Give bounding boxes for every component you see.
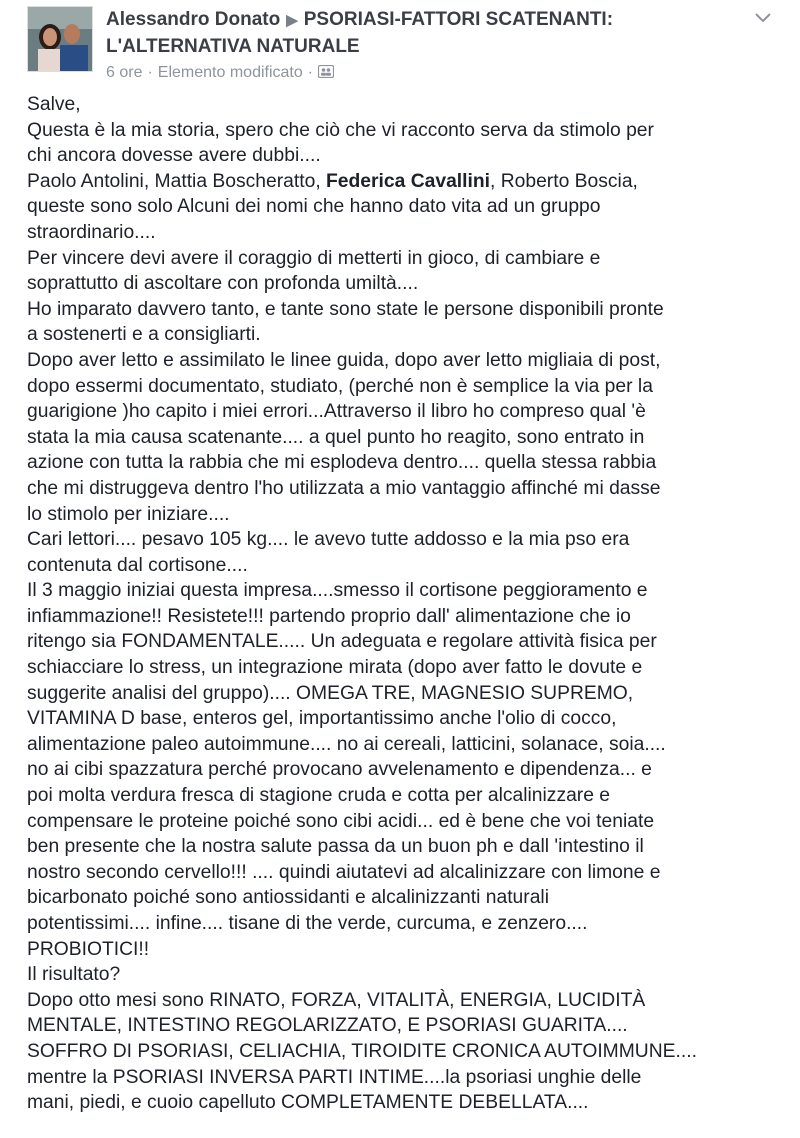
group-name-continued[interactable]: L'ALTERNATIVA NATURALE [106,36,360,57]
post-text-line: PROBIOTICI!! [27,938,150,960]
post-text-line: SOFFRO DI PSORIASI, CELIACHIA, TIROIDITE CRONICA AUTOIMMUNE.... [27,1040,697,1062]
post-text-line: guarigione )ho capito i miei errori...Attraverso il libro ho compreso qual 'è [27,401,646,423]
post-text-line: alimentazione paleo autoimmune.... no ai cereali, latticini, solanace, soia.... [27,733,666,755]
separator: · [147,64,153,81]
post-text-line: suggerite analisi del gruppo).... OMEGA TRE, MAGNESIO SUPREMO, [27,682,634,704]
post-text-line: infiammazione!! Resistete!!! partendo proprio dall' alimentazione che io [27,605,631,627]
post-text-line: Salve, [27,94,81,115]
post-text-line: azione con tutta la rabbia che mi esplodeva dentro.... quella stessa rabbia [27,452,657,474]
post-text-line: MENTALE, INTESTINO REGOLARIZZATO, E PSORIASI GUARITA.... [27,1015,628,1037]
post-text-line: poi molta verdura fresca di stagione cruda e cotta per alcalinizzare e [27,785,611,807]
names-before: Paolo Antolini, Mattia Boscheratto, [27,170,327,192]
arrow-right-icon: ▶ [286,12,298,29]
post-text-line: che mi distruggeva dentro l'ho utilizzata a mio vantaggio affinché mi dasse [27,477,661,499]
post-text-line: Il 3 maggio iniziai questa impresa....smesso il cortisone peggioramento e [27,580,648,602]
post-text-line: ben presente che la nostra salute passa da un buon ph e dall 'intestino il [27,836,644,858]
post-text-line: potentissimi.... infine.... tisane di the verde, curcuma, e zenzero.... [27,913,588,934]
chevron-down-icon[interactable] [752,10,774,26]
post-text-line: Il risultato? [27,964,121,986]
post-body [27,92,795,1116]
post-meta [106,62,334,84]
post-text-line: Ho imparato davvero tanto, e tante sono state le persone disponibili pronte [27,298,664,320]
post-text-line: VITAMINA D base, enteros gel, importantissimo anche l'olio di cocco, [27,708,617,730]
post-text-line: bicarbonato poiché sono antiossidanti e alcalinizzanti naturali [27,887,549,909]
post-text-line: Dopo otto mesi sono RINATO, FORZA, VITALITÀ, ENERGIA, LUCIDITÀ [27,989,646,1011]
post-text-line [27,169,795,195]
post-text-line: Cari lettori.... pesavo 105 kg.... le avevo tutte addosso e la mia pso era [27,529,630,551]
post-text-line: nostro secondo cervello!!! .... quindi aiutatevi ad alcalinizzare con limone e [27,861,661,883]
post-text-line: dopo essermi documentato, studiato, (perché non è semplice la via per la [27,375,653,397]
avatar[interactable] [27,6,93,72]
author-name[interactable]: Alessandro Donato [106,9,281,30]
post-text-line: lo stimolo per iniziare.... [27,503,230,525]
post-text-line: straordinario.... [27,221,156,243]
edited-label[interactable]: Elemento modificato [157,64,303,81]
post-text-line: contenuta dal cortisone.... [27,554,248,576]
post-text-line: queste sono solo Alcuni dei nomi che hanno dato vita ad un gruppo [27,196,601,218]
post-text-line: no ai cibi spazzatura perché provocano avvelenamento e dipendenza... e [27,759,652,781]
post-text-line: mentre la PSORIASI INVERSA PARTI INTIME....la psoriasi unghie delle [27,1066,642,1088]
group-audience-icon [318,63,334,76]
post-text-line: mani, piedi, e cuoio capelluto COMPLETAMENTE DEBELLATA.... [27,1092,589,1114]
post-text-line: stata la mia causa scatenante.... a quel punto ho reagito, sono entrato in [27,426,645,448]
post-header [0,0,800,90]
post-text-line: Per vincere devi avere il coraggio di metterti in gioco, di cambiare e [27,247,601,269]
group-name[interactable]: PSORIASI-FATTORI SCATENANTI: [303,9,614,30]
post-title [106,7,746,60]
post-text-line: ritengo sia FONDAMENTALE..... Un adeguata e regolare attività fisica per [27,631,657,653]
post-text-line: Dopo aver letto e assimilato le linee guida, dopo aver letto migliaia di post, [27,349,661,371]
post-text-line: schiacciare lo stress, un integrazione mirata (dopo aver fatto le dovute e [27,657,643,679]
tagged-name[interactable]: Federica Cavallini [326,170,490,192]
separator: · [307,64,314,81]
post-text-line: compensare le proteine poiché sono cibi acidi... ed è bene che voi teniate [27,810,655,832]
post-text-line: Questa è la mia storia, spero che ciò che vi racconto serva da stimolo per [27,119,654,141]
post-text-line: chi ancora dovesse avere dubbi.... [27,145,321,167]
post-time[interactable]: 6 ore [106,64,143,81]
names-after: , Roberto Boscia, [490,170,638,192]
post-text-line: a sostenerti e a consigliarti. [27,324,261,346]
post-text-line: soprattutto di ascoltare con profonda umiltà.... [27,273,419,295]
